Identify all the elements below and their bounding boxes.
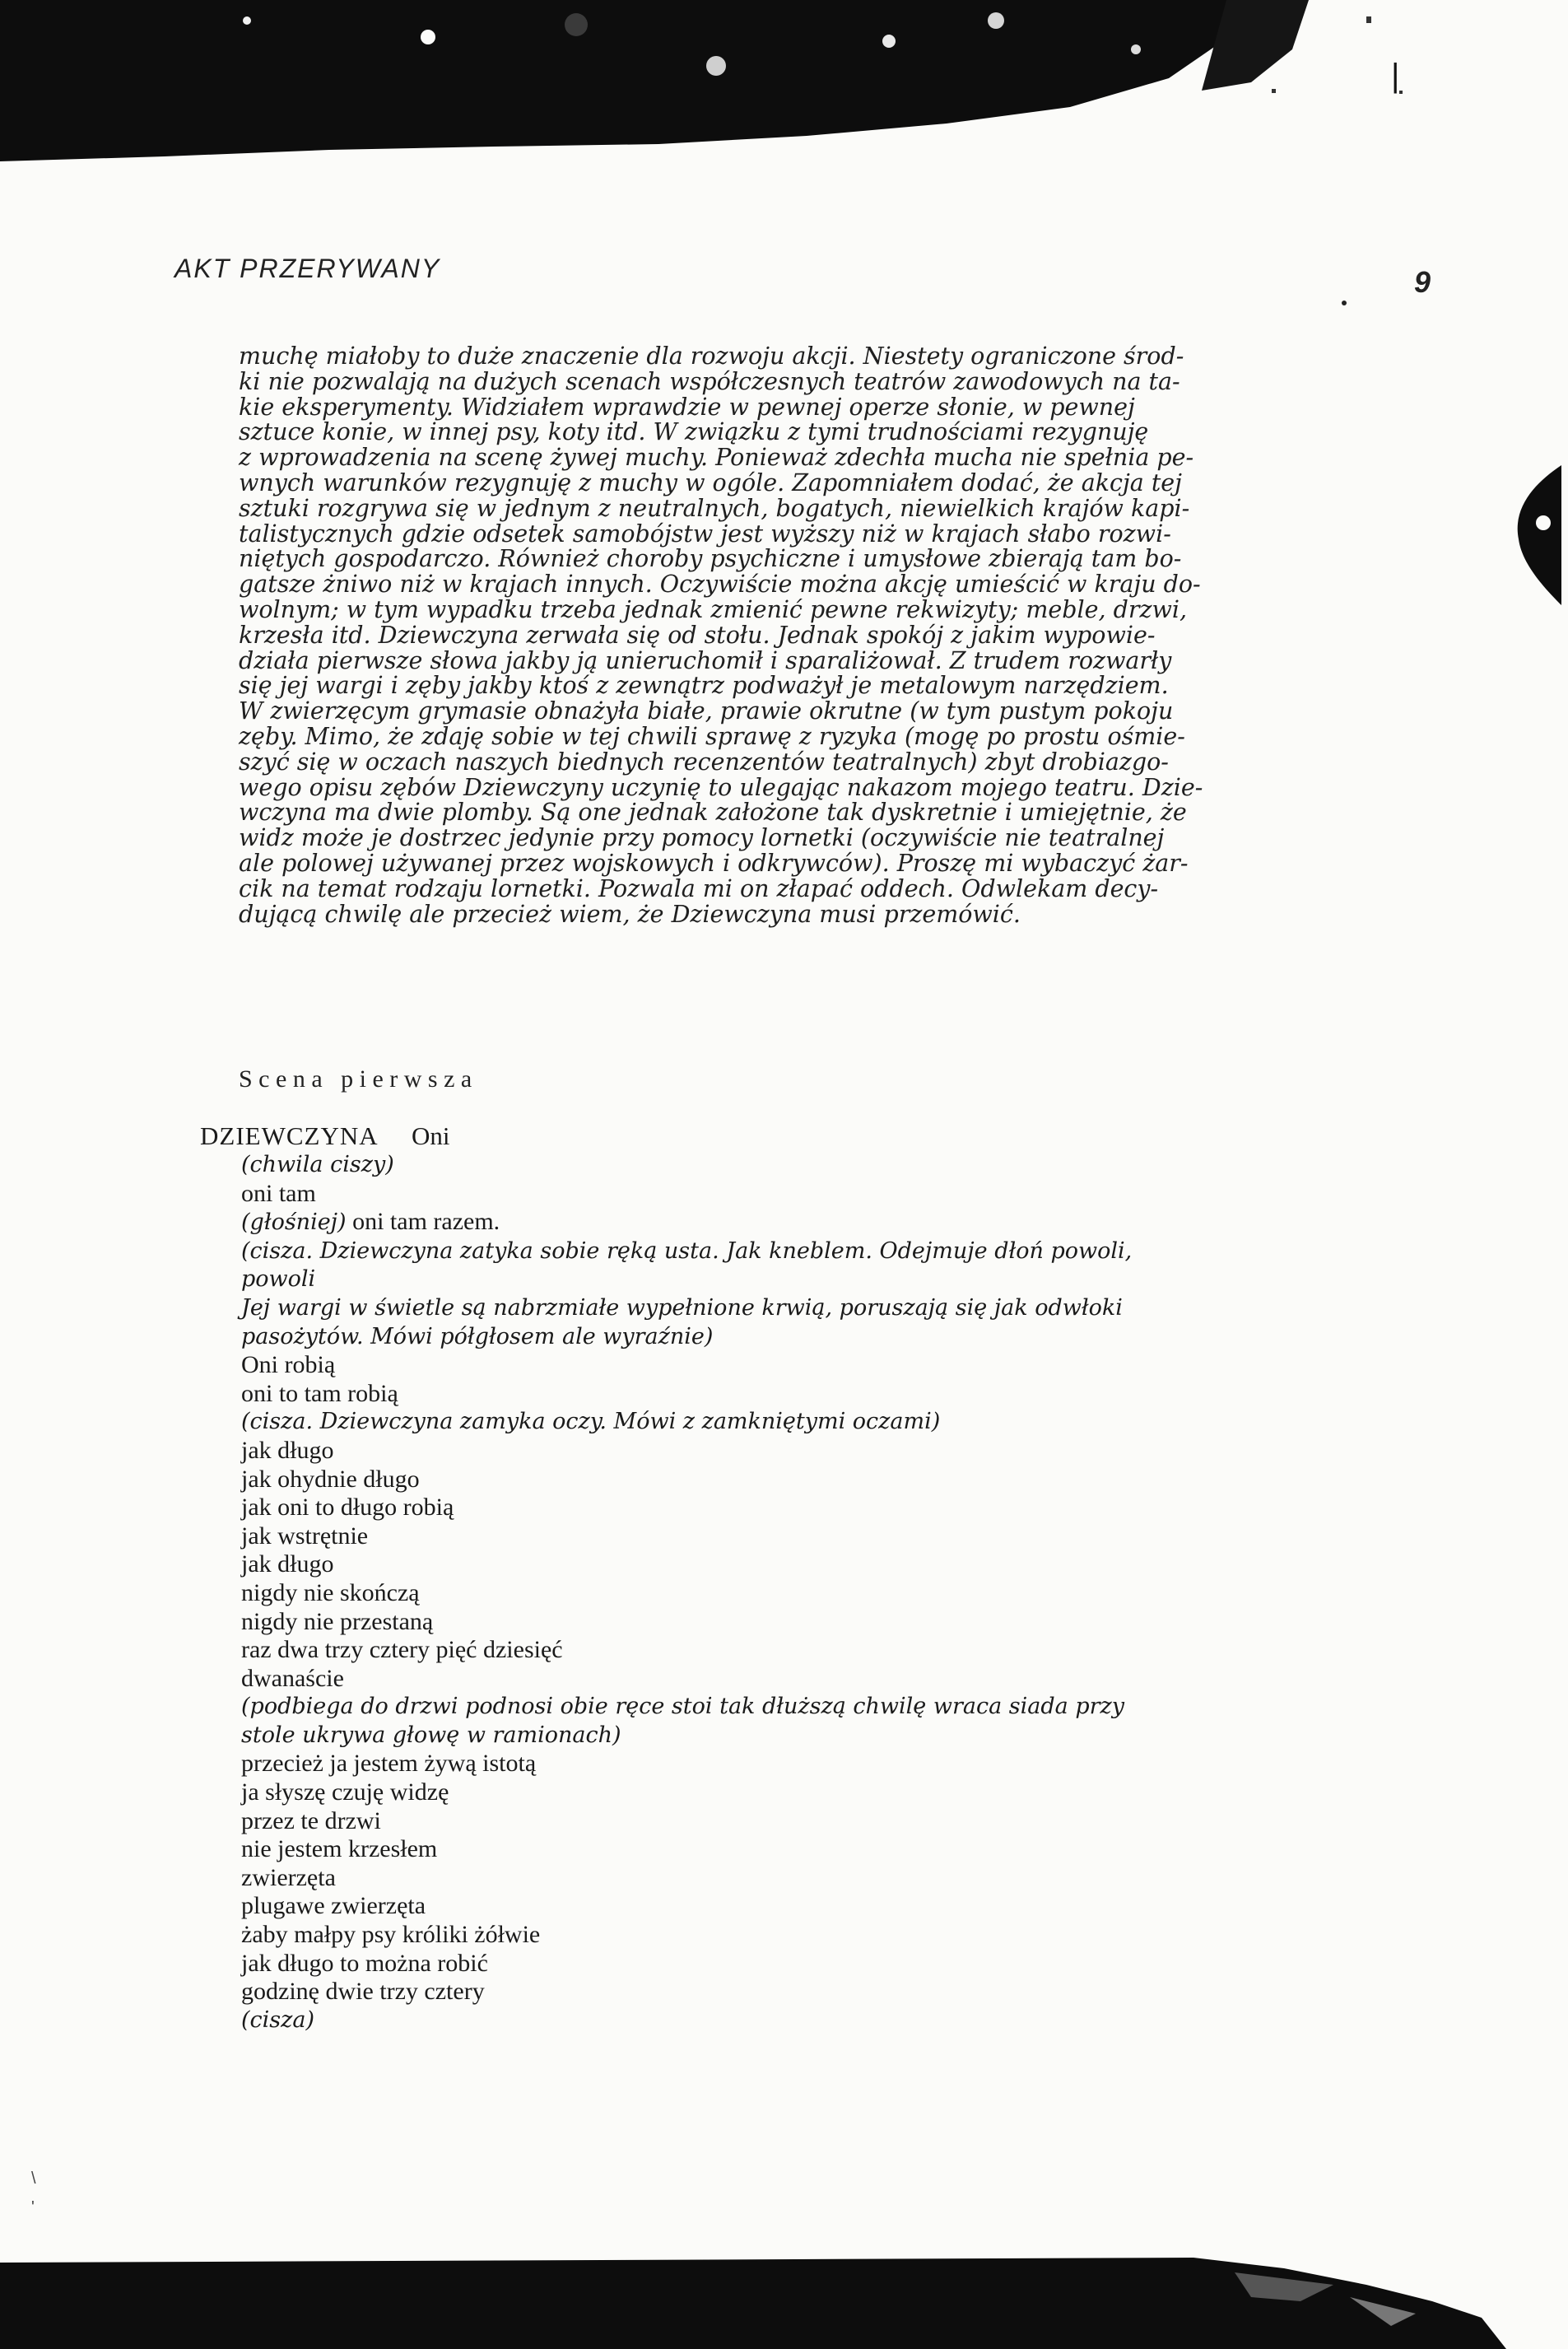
dialogue-line: Oni robią: [241, 1351, 336, 1379]
ink-dot: [1342, 301, 1347, 305]
paragraph-line: muchę miałoby to duże znaczenie dla rozwoju akcji. Niestety ograniczone środ-: [239, 343, 1184, 370]
margin-ink-blot: [1504, 465, 1561, 605]
paragraph-line: sztuki rozgrywa się w jednym z neutralnych, bogatych, niewielkich krajów kapi-: [239, 494, 1190, 522]
paragraph-line: wnych warunków rezygnuję z muchy w ogóle. Zapomniałem dodać, że akcja tej: [239, 468, 1182, 496]
running-title: AKT PRZERYWANY: [174, 254, 441, 283]
paragraph-line: niętych gospodarczo. Również choroby psychiczne i umysłowe zbierają tam bo-: [239, 545, 1182, 573]
dialogue-line: jak wstrętnie: [241, 1522, 369, 1550]
scan-top-border: [0, 0, 1568, 165]
paragraph-line: wczyna ma dwie plomby. Są one jednak założone tak dyskretnie i umiejętnie, że: [239, 799, 1187, 827]
dialogue-line: oni to tam robią: [241, 1379, 398, 1407]
stage-direction-line: powoli: [241, 1266, 316, 1293]
paragraph-line: W zwierzęcym grymasie obnażyła białe, prawie okrutne (w tym pustym pokoju: [239, 697, 1174, 725]
paragraph-line: dującą chwilę ale przecież wiem, że Dziewczyna musi przemówić.: [239, 900, 1021, 928]
stage-direction-line: Jej wargi w świetle są nabrzmiałe wypełnione krwią, poruszają się jak odwłoki: [241, 1294, 1123, 1321]
stage-direction-line: (podbiega do drzwi podnosi obie ręce stoi tak dłuższą chwilę wraca siada przy: [241, 1694, 1124, 1720]
dialogue-line: ja słyszę czuję widzę: [241, 1778, 449, 1806]
scan-bottom-artifact: [0, 2239, 1568, 2349]
dialogue-line: jak ohydnie długo: [241, 1465, 420, 1493]
stage-direction-line: stole ukrywa głowę w ramionach): [241, 1722, 621, 1748]
dialogue-line: plugawe zwierzęta: [241, 1892, 426, 1920]
paragraph-line: zęby. Mimo, że zdaję sobie w tej chwili sprawę z ryzyka (mogę po prostu ośmie-: [239, 722, 1185, 750]
dialogue-line: żaby małpy psy króliki żółwie: [241, 1921, 541, 1949]
dialogue-first-line: Oni: [412, 1121, 450, 1150]
dialogue-block: [241, 1151, 1410, 2034]
dialogue-line: godzinę dwie trzy cztery: [241, 1978, 485, 2006]
margin-tick: \: [31, 2170, 36, 2188]
paragraph-line: szyć się w oczach naszych biednych recenzentów teatralnych) zbyt drobiazgo-: [239, 748, 1169, 776]
paragraph-line: gatsze żniwo niż w krajach innych. Oczywiście można akcję umieścić w kraju do-: [239, 571, 1201, 599]
dialogue-fragment: oni tam razem.: [346, 1208, 500, 1236]
dialogue-line: oni tam: [241, 1179, 316, 1207]
dialogue-line: nigdy nie skończą: [241, 1578, 420, 1606]
stage-direction-fragment: (głośniej): [241, 1209, 347, 1236]
paragraph-line: się jej wargi i zęby jakby ktoś z zewnątrz podważył je metalowym narzędziem.: [239, 672, 1169, 700]
page-number: 9: [1414, 265, 1431, 299]
paragraph-line: krzesła itd. Dziewczyna zerwała się od stołu. Jednak spokój z jakim wypowie-: [239, 621, 1156, 649]
dialogue-line: jak oni to długo robią: [241, 1494, 454, 1522]
scan-bottom-border: [0, 2239, 1568, 2349]
paragraph-line: talistycznych gdzie odsetek samobójstw jest wyższy niż w krajach słabo rozwi-: [239, 520, 1171, 548]
stage-direction-line: (cisza): [241, 2006, 315, 2033]
margin-tick: ': [31, 2198, 35, 2216]
paragraph-line: wego opisu zębów Dziewczyny uczynię to ulegając nakazom mojego teatru. Dzie-: [239, 773, 1203, 801]
dialogue-line: przez te drzwi: [241, 1806, 381, 1834]
paragraph-line: kie eksperymenty. Widziałem wprawdzie w pewnej operze słonie, w pewnej: [239, 393, 1135, 421]
paragraph-line: widz może je dostrzec jedynie przy pomocy lornetki (oczywiście nie teatralnej: [239, 824, 1165, 852]
paragraph-line: z wprowadzenia na scenę żywej muchy. Ponieważ zdechła mucha nie spełnia pe-: [239, 444, 1194, 472]
dialogue-line: przecież ja jestem żywą istotą: [241, 1750, 537, 1778]
dialogue-line: zwierzęta: [241, 1863, 336, 1891]
dialogue-line: dwanaście: [241, 1664, 344, 1692]
dialogue-line: raz dwa trzy cztery pięć dziesięć: [241, 1636, 563, 1664]
dialogue-line: jak długo to można robić: [241, 1949, 488, 1977]
edge-scratch-mark: |: [1391, 58, 1400, 94]
dialogue-line: [241, 1208, 1410, 1237]
paragraph-line: ale polowej używanej przez wojskowych i odkrywców). Proszę mi wybaczyć żar-: [239, 849, 1189, 877]
stage-direction-paragraph: [239, 344, 1391, 927]
dialogue-line: jak długo: [241, 1436, 334, 1464]
paragraph-line: cik na temat rodzaju lornetki. Pozwala mi on złapać oddech. Odwlekam decy-: [239, 874, 1159, 902]
dialogue-line: nigdy nie przestaną: [241, 1607, 434, 1635]
dialogue-line: jak długo: [241, 1550, 334, 1578]
stage-direction-line: (cisza. Dziewczyna zamyka oczy. Mówi z zamkniętymi oczami): [241, 1409, 941, 1435]
paragraph-line: działa pierwsze słowa jakby ją unieruchomił i sparaliżował. Z trudem rozwarły: [239, 646, 1172, 674]
paragraph-line: wolnym; w tym wypadku trzeba jednak zmienić pewne rekwizyty; meble, drzwi,: [239, 595, 1188, 623]
stage-direction-line: (cisza. Dziewczyna zatyka sobie ręką usta. Jak kneblem. Odejmuje dłoń powoli,: [241, 1237, 1133, 1264]
stage-direction-line: pasożytów. Mówi półgłosem ale wyraźnie): [241, 1323, 714, 1349]
paragraph-line: sztuce konie, w innej psy, koty itd. W związku z tymi trudnościami rezygnuję: [239, 418, 1149, 446]
paragraph-line: ki nie pozwalają na dużych scenach współczesnych teatrów zawodowych na ta-: [239, 367, 1180, 395]
scan-top-artifact: [0, 0, 1568, 165]
speaker-name: DZIEWCZYNA: [200, 1121, 379, 1150]
stage-direction-line: (chwila ciszy): [241, 1152, 394, 1177]
dialogue-line: nie jestem krzesłem: [241, 1835, 438, 1863]
scene-heading: Scena pierwsza: [239, 1065, 478, 1093]
